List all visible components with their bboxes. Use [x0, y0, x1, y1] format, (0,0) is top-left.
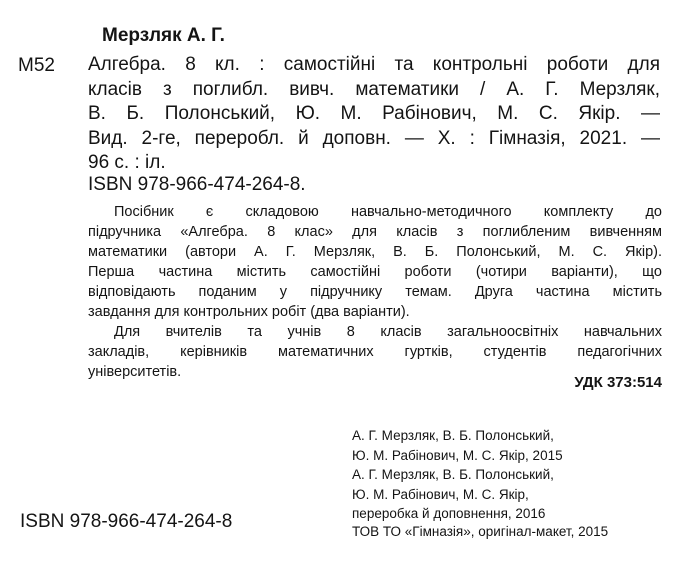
- annotation-paragraph: [88, 322, 662, 382]
- annotation-line: підручника «Алгебра. 8 клас» для класів з поглибленим вивченням: [88, 224, 662, 240]
- copyright-line: переробка й доповнення, 2016: [352, 506, 546, 521]
- annotation-line: Посібник є складовою навчально-методичного комплекту до: [114, 204, 662, 220]
- isbn-bottom: ISBN 978-966-474-264-8: [20, 511, 233, 532]
- bib-line: Алгебра. 8 кл. : самостійні та контрольні роботи для: [88, 54, 660, 75]
- annotation-line: математики (автори А. Г. Мерзляк, В. Б. Полонський, М. С. Якір).: [88, 244, 662, 260]
- classification-code: М52: [18, 55, 55, 76]
- bib-line: Вид. 2-ге, переробл. й доповн. — Х. : Гімназія, 2021. —: [88, 127, 660, 149]
- annotation-line: закладів, керівників математичних гуртків, студентів педагогічних: [88, 344, 662, 360]
- copyright-line: Ю. М. Рабінович, М. С. Якір, 2015: [352, 447, 563, 463]
- publisher-line: ТОВ ТО «Гімназія», оригінал-макет, 2015: [352, 524, 609, 539]
- annotation-line: завдання для контрольних робіт (два варіанти).: [88, 304, 410, 320]
- bib-line: класів з поглибл. вивч. математики / А. Г. Мерзляк,: [88, 78, 660, 100]
- bib-line: В. Б. Полонський, Ю. М. Рабінович, М. С. Якір. —: [88, 103, 660, 124]
- annotation-line: відповідають поданим у підручнику темам. Друга частина містить: [88, 284, 662, 300]
- annotation-line: Перша частина містить самостійні роботи (чотири варіанти), що: [88, 264, 662, 280]
- annotation: [88, 202, 662, 382]
- annotation-line: Для вчителів та учнів 8 класів загальноосвітніх навчальних: [114, 324, 662, 340]
- copyright-line: А. Г. Мерзляк, В. Б. Полонський,: [352, 467, 554, 482]
- bibliographic-description: [88, 53, 660, 176]
- bib-line: 96 с. : іл.: [88, 152, 166, 173]
- udk-code: УДК 373:514: [574, 374, 662, 391]
- copyright-block: [352, 426, 652, 524]
- annotation-paragraph: [88, 202, 662, 322]
- isbn-top: ISBN 978-966-474-264-8.: [88, 174, 306, 195]
- author-heading: Мерзляк А. Г.: [102, 25, 225, 46]
- copyright-line: А. Г. Мерзляк, В. Б. Полонський,: [352, 428, 554, 443]
- annotation-line: університетів.: [88, 364, 182, 380]
- copyright-line: Ю. М. Рабінович, М. С. Якір,: [352, 486, 529, 502]
